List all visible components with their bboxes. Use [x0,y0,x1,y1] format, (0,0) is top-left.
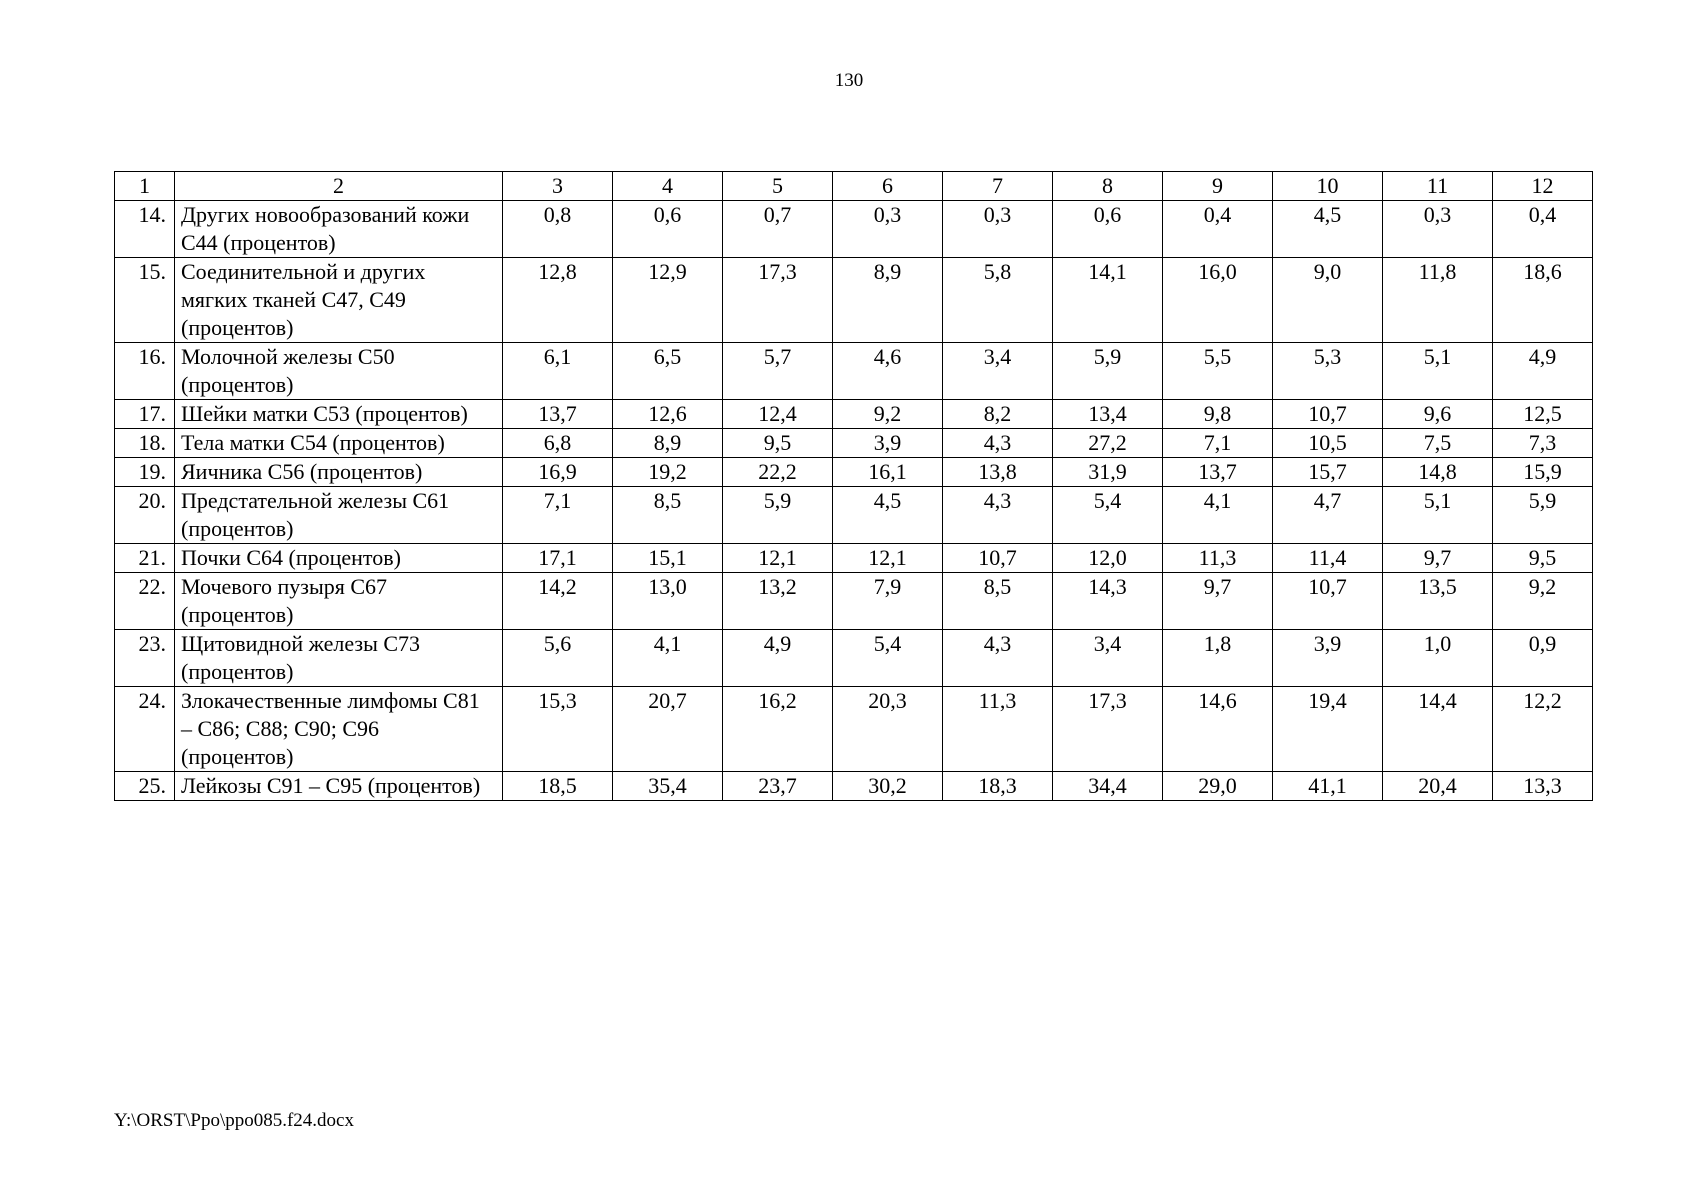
footer-file-path: Y:\ORST\Ppo\ppo085.f24.docx [114,1110,354,1131]
value-cell: 20,3 [833,687,943,772]
value-cell: 4,3 [943,429,1053,458]
value-cell: 0,3 [1383,201,1493,258]
value-cell: 0,8 [503,201,613,258]
value-cell: 14,4 [1383,687,1493,772]
value-cell: 5,9 [1053,343,1163,400]
value-cell: 13,8 [943,458,1053,487]
value-cell: 5,8 [943,258,1053,343]
value-cell: 18,6 [1493,258,1593,343]
value-cell: 15,3 [503,687,613,772]
value-cell: 16,1 [833,458,943,487]
value-cell: 12,9 [613,258,723,343]
value-cell: 9,0 [1273,258,1383,343]
value-cell: 13,3 [1493,772,1593,801]
value-cell: 12,2 [1493,687,1593,772]
value-cell: 13,7 [1163,458,1273,487]
value-cell: 17,3 [723,258,833,343]
value-cell: 7,3 [1493,429,1593,458]
row-number: 25. [115,772,175,801]
column-number-header: 6 [833,172,943,201]
value-cell: 29,0 [1163,772,1273,801]
value-cell: 14,2 [503,573,613,630]
value-cell: 17,1 [503,544,613,573]
row-number: 15. [115,258,175,343]
value-cell: 16,0 [1163,258,1273,343]
statistics-table [114,171,1593,801]
table-row [115,343,1593,400]
value-cell: 6,5 [613,343,723,400]
value-cell: 20,4 [1383,772,1493,801]
row-label: Других новообразований кожи C44 (процентов) [175,201,503,258]
value-cell: 4,7 [1273,487,1383,544]
row-label: Тела матки C54 (процентов) [175,429,503,458]
value-cell: 13,4 [1053,400,1163,429]
value-cell: 0,7 [723,201,833,258]
row-number: 16. [115,343,175,400]
value-cell: 12,1 [723,544,833,573]
value-cell: 4,5 [1273,201,1383,258]
value-cell: 0,6 [613,201,723,258]
value-cell: 13,7 [503,400,613,429]
value-cell: 5,4 [1053,487,1163,544]
value-cell: 12,1 [833,544,943,573]
value-cell: 10,7 [1273,400,1383,429]
column-number-header: 4 [613,172,723,201]
value-cell: 8,5 [613,487,723,544]
value-cell: 8,5 [943,573,1053,630]
row-label: Шейки матки C53 (процентов) [175,400,503,429]
value-cell: 4,3 [943,630,1053,687]
value-cell: 9,6 [1383,400,1493,429]
value-cell: 1,8 [1163,630,1273,687]
value-cell: 4,9 [1493,343,1593,400]
value-cell: 5,9 [723,487,833,544]
value-cell: 7,1 [503,487,613,544]
row-label: Предстательной железы C61 (процентов) [175,487,503,544]
value-cell: 0,9 [1493,630,1593,687]
row-label: Яичника C56 (процентов) [175,458,503,487]
value-cell: 18,3 [943,772,1053,801]
value-cell: 4,9 [723,630,833,687]
column-number-header: 7 [943,172,1053,201]
value-cell: 6,1 [503,343,613,400]
table-row [115,687,1593,772]
value-cell: 5,9 [1493,487,1593,544]
row-label: Мочевого пузыря C67 (процентов) [175,573,503,630]
value-cell: 9,7 [1163,573,1273,630]
value-cell: 17,3 [1053,687,1163,772]
row-label: Щитовидной железы C73 (процентов) [175,630,503,687]
table-row [115,630,1593,687]
value-cell: 9,7 [1383,544,1493,573]
value-cell: 5,6 [503,630,613,687]
value-cell: 15,7 [1273,458,1383,487]
value-cell: 6,8 [503,429,613,458]
table-row [115,772,1593,801]
value-cell: 19,2 [613,458,723,487]
value-cell: 11,4 [1273,544,1383,573]
column-number-header: 1 [115,172,175,201]
table-row [115,258,1593,343]
value-cell: 9,5 [1493,544,1593,573]
value-cell: 13,2 [723,573,833,630]
value-cell: 19,4 [1273,687,1383,772]
value-cell: 7,9 [833,573,943,630]
table-row [115,201,1593,258]
column-number-header: 12 [1493,172,1593,201]
value-cell: 7,5 [1383,429,1493,458]
value-cell: 0,4 [1163,201,1273,258]
value-cell: 13,0 [613,573,723,630]
value-cell: 15,1 [613,544,723,573]
value-cell: 10,7 [943,544,1053,573]
value-cell: 5,5 [1163,343,1273,400]
row-number: 23. [115,630,175,687]
value-cell: 9,2 [1493,573,1593,630]
value-cell: 8,2 [943,400,1053,429]
row-number: 24. [115,687,175,772]
column-number-header: 2 [175,172,503,201]
table-row [115,400,1593,429]
value-cell: 22,2 [723,458,833,487]
value-cell: 14,3 [1053,573,1163,630]
row-label: Почки C64 (процентов) [175,544,503,573]
value-cell: 4,5 [833,487,943,544]
value-cell: 0,4 [1493,201,1593,258]
row-number: 14. [115,201,175,258]
column-number-header: 10 [1273,172,1383,201]
row-number: 19. [115,458,175,487]
value-cell: 14,1 [1053,258,1163,343]
value-cell: 27,2 [1053,429,1163,458]
table-row [115,573,1593,630]
value-cell: 13,5 [1383,573,1493,630]
table-row [115,544,1593,573]
value-cell: 11,8 [1383,258,1493,343]
row-number: 21. [115,544,175,573]
value-cell: 4,3 [943,487,1053,544]
value-cell: 12,8 [503,258,613,343]
value-cell: 5,7 [723,343,833,400]
value-cell: 34,4 [1053,772,1163,801]
value-cell: 11,3 [1163,544,1273,573]
value-cell: 5,4 [833,630,943,687]
value-cell: 10,5 [1273,429,1383,458]
value-cell: 0,3 [833,201,943,258]
value-cell: 12,5 [1493,400,1593,429]
value-cell: 14,8 [1383,458,1493,487]
value-cell: 7,1 [1163,429,1273,458]
value-cell: 16,9 [503,458,613,487]
value-cell: 1,0 [1383,630,1493,687]
column-number-header: 8 [1053,172,1163,201]
value-cell: 12,6 [613,400,723,429]
table-body [115,172,1593,801]
table-row [115,429,1593,458]
value-cell: 8,9 [613,429,723,458]
value-cell: 8,9 [833,258,943,343]
value-cell: 5,3 [1273,343,1383,400]
column-number-header: 3 [503,172,613,201]
row-number: 22. [115,573,175,630]
row-label: Молочной железы C50 (процентов) [175,343,503,400]
value-cell: 9,8 [1163,400,1273,429]
column-number-header: 9 [1163,172,1273,201]
value-cell: 5,1 [1383,487,1493,544]
row-number: 17. [115,400,175,429]
value-cell: 35,4 [613,772,723,801]
value-cell: 3,9 [833,429,943,458]
value-cell: 4,1 [613,630,723,687]
row-label: Лейкозы C91 – C95 (процентов) [175,772,503,801]
table-row [115,458,1593,487]
value-cell: 16,2 [723,687,833,772]
row-label: Соединительной и других мягких тканей C47, C49 (процентов) [175,258,503,343]
value-cell: 0,3 [943,201,1053,258]
value-cell: 18,5 [503,772,613,801]
value-cell: 15,9 [1493,458,1593,487]
value-cell: 20,7 [613,687,723,772]
row-number: 20. [115,487,175,544]
value-cell: 9,2 [833,400,943,429]
value-cell: 3,9 [1273,630,1383,687]
value-cell: 31,9 [1053,458,1163,487]
value-cell: 14,6 [1163,687,1273,772]
value-cell: 4,6 [833,343,943,400]
value-cell: 30,2 [833,772,943,801]
value-cell: 3,4 [943,343,1053,400]
value-cell: 0,6 [1053,201,1163,258]
page-number: 130 [834,70,864,91]
value-cell: 4,1 [1163,487,1273,544]
value-cell: 11,3 [943,687,1053,772]
value-cell: 5,1 [1383,343,1493,400]
table-header-row [115,172,1593,201]
value-cell: 23,7 [723,772,833,801]
value-cell: 12,0 [1053,544,1163,573]
value-cell: 41,1 [1273,772,1383,801]
row-label: Злокачественные лимфомы C81 – C86; C88; C90; C96 (процентов) [175,687,503,772]
value-cell: 10,7 [1273,573,1383,630]
column-number-header: 5 [723,172,833,201]
row-number: 18. [115,429,175,458]
column-number-header: 11 [1383,172,1493,201]
value-cell: 12,4 [723,400,833,429]
value-cell: 3,4 [1053,630,1163,687]
value-cell: 9,5 [723,429,833,458]
table-row [115,487,1593,544]
